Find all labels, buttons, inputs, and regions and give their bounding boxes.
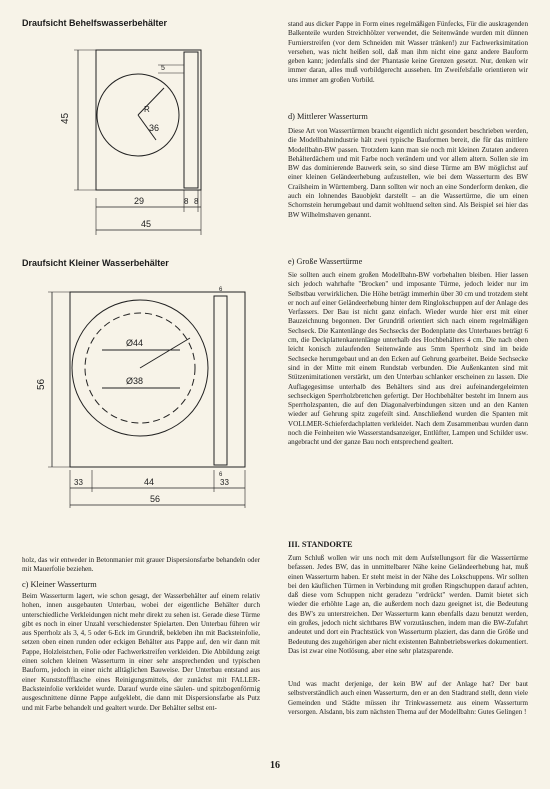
figure-2-caption: Draufsicht Kleiner Wasserbehälter bbox=[22, 258, 169, 268]
section-iii-text: Zum Schluß wollen wir uns noch mit dem Aufstellungsort für die Wassertürme befassen. Jedes BW, das in unmittelbarer Nähe keine Geländeerhebung hat, muß einen Wasserturm haben. Er steht meist in der Nähe des Lokschuppens. Wir sollten bei den käuflichen Türmen in Verbindung mit großen Ringschuppen darauf achten, daß diese vom Schuppen nicht geradezu "erdrückt" werden. Damit bietet sich wieder die erhöhte Lage an, die außerdem noch dazu geeignet ist, die Bedeutung des BW's zu unterstreichen. Der Wasserturm kann ebenfalls dazu benutzt werden, ein großes, jedoch nicht sichtbares BW vorzutäuschen, indem man die BW-Zufahrt andeutet und dort ein Prachtstück von Wasserturm plaziert, das dann die Größe und Bedeutung des zugehörigen aber nicht existenten Bahnbetriebswerkes dokumentiert. Das ist zwar eine Notlösung, aber eine sehr platzsparende. bbox=[288, 554, 528, 655]
left-intro-text: holz, das wir entweder in Betonmanier mit grauer Dispersionsfarbe behandeln oder mit Mauerfolie beziehen. bbox=[22, 556, 260, 574]
section-d-heading: d) Mittlerer Wasserturm bbox=[288, 112, 368, 121]
section-e-text: Sie sollten auch einem großen Modellbahn-BW vorbehalten bleiben. Hier lassen sich jedoch wahrhafte "Brocken" und imposante Türme, jedoch leider nur im Selbstbau verwirklichen. Die Höhe beträgt immerhin über 30 cm und trotzdem steht er noch auf einer Geländeerhebung hinter dem Ringlokschuppen auf der Anlage des Verfassers. Der Bau ist nicht ganz einfach. Wieder wurde hier erst mit einer Bauzeichnung begonnen. Der Grundriß orientiert sich nach einem regelmäßigen Sechseck. Die Kantenlänge des Sechsecks der Bodenplatte des Unterbaues beträgt 6 cm, die Deckplattenkantenlänge unterhalb des Hochbehälters 4 cm. Die nach oben leicht konisch zulaufenden Seitenwände aus 5mm Sperrholz sind im beide Sechsecke herumgebaut und an den Ecken auf Gehrung gearbeitet. Beide Sechsecke sind in der Mitte mit einem Rundstab verbunden. Die Außenkanten sind mit Stützenimitationen verstärkt, um den Unterbau schlanker erscheinen zu lassen. Die Auflagegesimse unterhalb des Behälters sind aus drei aufeinandergeleimten sechseckigen Sperrholzbrettchen gefertigt. Der Hochbehälter besteht im Innern aus Sperrholzspanten, die auf den Diagonalverbindungen sitzen und an den Kanten wieder auf Gehrung spitz zugefeilt sind. Anschließend wurden die Spanten mit VOLLMER-Schieferdachplatten verkleidet. Nach dem Zusammenbau wurden dann noch die Feinheiten wie Wasserstandsanzeiger, Entlüfter, Lampen und Schilder usw. angebracht und der ganze Bau noch entsprechend gealtert. bbox=[288, 271, 528, 447]
closing-text: Und was macht derjenige, der kein BW auf der Anlage hat? Der baut selbstverständlich auch einen Wasserturm, den er an den Stadtrand stellt, denn viele Gemeinden und Städte müssen ihr Trinkwassernetz aus einem Wasserturm versorgen. Alsdann, bis zum nächsten Thema auf der Modellbahn: Gutes Gelingen ! bbox=[288, 680, 528, 716]
fig2-seg-a-label: 33 bbox=[74, 478, 83, 487]
fig2-seg-b-label: 44 bbox=[144, 477, 155, 487]
right-continuation-text: stand aus dicker Pappe in Form eines regelmäßigen Fünfecks, Für die auskragenden Balkenteile wurden Streichhölzer verwendet, die Seitenwände wurden mit dünnen Furnierstreifen (vor dem Schneiden mit Wasser tränken!) zur Fachwerksimitation versehen, was nicht heißen soll, daß man ihm nicht eine ganz andere Bauform geben kann; jedenfalls sind der Phantasie keine Grenzen gesetzt. Nur, denken wir immer daran, alles muß vorbildgerecht aussehen. Im Zweifelsfalle orientieren wir uns immer am großen Vorbild. bbox=[288, 20, 528, 84]
fig1-gap-label: 5 bbox=[161, 65, 165, 72]
fig2-total-label: 56 bbox=[150, 494, 161, 504]
page-number: 16 bbox=[270, 760, 280, 771]
figure-1-caption: Draufsicht Behelfswasserbehälter bbox=[22, 18, 168, 28]
fig2-gap-top-label: 6 bbox=[219, 287, 223, 293]
fig1-seg-b-label: 8 bbox=[184, 197, 189, 206]
fig1-radius-label: R bbox=[144, 105, 150, 114]
fig1-diameter-label: 36 bbox=[149, 123, 160, 133]
fig2-height-label: 56 bbox=[36, 378, 47, 390]
section-c-heading: c) Kleiner Wasserturm bbox=[22, 580, 97, 589]
fig1-height-label: 45 bbox=[60, 112, 71, 124]
fig2-inner-diameter-label: Ø38 bbox=[126, 376, 144, 386]
side-box bbox=[214, 296, 227, 465]
fig2-gap-bottom-label: 6 bbox=[219, 472, 223, 478]
fig1-seg-c-label: 8 bbox=[194, 197, 199, 206]
fig2-seg-c-label: 33 bbox=[220, 478, 229, 487]
container-outline bbox=[70, 292, 245, 467]
section-iii-heading: III. STANDORTE bbox=[288, 540, 353, 549]
fig1-seg-a-label: 29 bbox=[134, 196, 145, 206]
fig2-outer-diameter-label: Ø44 bbox=[126, 338, 144, 348]
fig1-total-label: 45 bbox=[141, 219, 152, 229]
section-e-heading: e) Große Wassertürme bbox=[288, 257, 363, 266]
container-outline bbox=[96, 50, 201, 190]
section-c-text: Beim Wasserturm lagert, wie schon gesagt, der Wasserbehälter auf einem relativ hohen, innen ausgebauten Unterbau, wobei der eigentliche Behälter durch unterschiedliche Verkleidungen nicht mehr direkt zu sehen ist. Gerade diese Türme gibt es noch in einer Unzahl verschiedenster Spielarten. Den Unterbau führen wir aus Sperrholz als 3, 4, 5 oder 6-Eck im Grundriß, bekleben ihn mit Backsteinfolie, setzen oben einen runden oder eckigen Behälter aus Pappe auf, den wir dann mit Pappe, Holzleistchen, Folie oder Fachwerkstreifen verkleiden. Die Abbildung zeigt einen solchen kleinen Wasserturm in einer sehr ansprechenden und typischen Bauform, jedoch in einer nicht alltäglichen Bauweise. Der Unterbau entstand aus einer Kunststoffflasche eines Reinigungsmittels, der zunächst mit FALLER-Backsteinfolie verkleidet wurde. Darauf wurde eine säulen- und spitzbogenförmig ausgeschnittene dünne Pappe aufgeklebt, die dann mit Dispersionsfarbe als Putz und mit Farbe behandelt und gealtert wurde. Der Behälter selbst ent- bbox=[22, 592, 260, 712]
figure-1-drawing bbox=[60, 40, 230, 240]
figure-2-drawing bbox=[30, 280, 260, 520]
section-d-text: Diese Art von Wassertürmen braucht eigentlich nicht gesondert beschrieben werden, die Modellbahnindustrie hält zwei typische Bauformen bereit, die für das mittlere Modellbahn-BW passen. Trotzdem kann man sie noch mit kleinen Zutaten anderen Behälterdächern und mit Farbe noch verändern und vor allem altern. Sollen sie im BW das dominierende Bauwerk sein, so sind diese Türme am BW möglichst auf einer kleinen Geländeerhebung aufzustellen, wie bei dem Wasserturm des BW Crailsheim in Württemberg. Dann sollten wir noch an eine Sonderform denken, die auch ein lohnendes Bauobjekt darstellt – an die Wassertürme, die um einen Schornstein herumgebaut und damit wohltuend selten sind. Als Beispiel sei hier das BW Wilhelmshaven genannt. bbox=[288, 127, 528, 219]
side-box bbox=[184, 52, 198, 188]
